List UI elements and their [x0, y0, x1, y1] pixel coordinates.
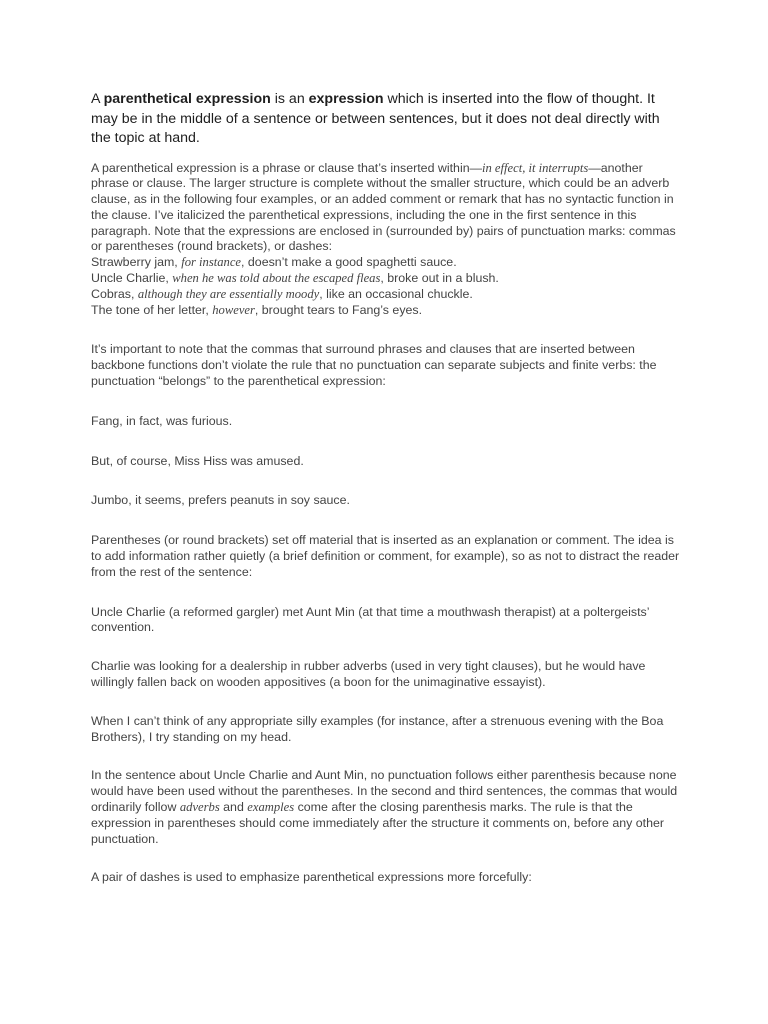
- example-sentence: But, of course, Miss Hiss was amused.: [91, 453, 304, 468]
- italic-text: for instance: [181, 255, 242, 270]
- example-line: Cobras, although they are essentially moody, like an occasional chuckle.: [91, 286, 473, 301]
- example-paragraph: Charlie was looking for a dealership in rubber adverbs (used in very tight clauses), but he would have willingly fallen back on wooden appositives (a boon for the unimaginative essayist).: [91, 659, 646, 690]
- example-sentence: Fang, in fact, was furious.: [91, 413, 233, 428]
- example-sentence: Jumbo, it seems, prefers peanuts in soy sauce.: [91, 493, 350, 508]
- example-line: The tone of her letter, however, brought tears to Fang’s eyes.: [91, 302, 423, 317]
- paragraph-definition: [91, 161, 681, 319]
- paragraph-parentheses: Parentheses (or round brackets) set off material that is inserted as an explanation or comment. The idea is to add information rather quietly (a brief definition or comment, for example), so as not to distract the reader from the rest of the sentence:: [91, 533, 680, 579]
- text-run: A parenthetical expression is a phrase or clause that’s inserted within—: [91, 160, 482, 175]
- paragraph-commas-rule: It’s important to note that the commas that surround phrases and clauses that are inserted between backbone functions don’t violate the rule that no punctuation can separate subjects and finite verbs: the punctuation “belongs” to the parenthetical expression:: [91, 342, 657, 389]
- italic-text: however: [212, 302, 255, 317]
- intro-text: is an: [270, 91, 309, 107]
- italic-text: examples: [247, 800, 295, 815]
- example-line: Uncle Charlie, when he was told about the escaped fleas, broke out in a blush.: [91, 271, 499, 286]
- text-run: —another phrase or clause. The larger structure is complete without the smaller structure, which could be an adverb clause, as in the following four examples, or an added comment or remark that has no syntactic function in the clause. I’ve italicized the parenthetical expressions, including the one in the first sentence in this paragraph. Note that the expressions are enclosed in (surrounded by) pairs of punctuation marks: commas or parentheses (round brackets), or dashes:: [91, 160, 676, 254]
- paragraph-dashes: A pair of dashes is used to emphasize parenthetical expressions more forcefully:: [91, 870, 532, 885]
- intro-text: A: [91, 91, 104, 107]
- italic-text: adverbs: [179, 800, 220, 815]
- intro-text: which is inserted into the flow of thought. It may be in the middle of a sentence or between sentences, but it does not deal directly with the topic at hand.: [91, 91, 660, 146]
- intro-bold-term: parenthetical expression: [103, 91, 271, 107]
- italic-text: although they are essentially moody: [137, 286, 320, 301]
- italic-text: when he was told about the escaped fleas: [172, 271, 381, 286]
- example-paragraph: When I can’t think of any appropriate silly examples (for instance, after a strenuous evening with the Boa Brothers), I try standing on my head.: [91, 713, 664, 744]
- document-page: [91, 90, 681, 886]
- example-line: Strawberry jam, for instance, doesn’t make a good spaghetti sauce.: [91, 255, 457, 270]
- italic-text: in effect, it interrupts: [481, 160, 589, 175]
- paragraph-parentheses-rule: In the sentence about Uncle Charlie and Aunt Min, no punctuation follows either parenthesis because none would have been used without the parentheses. In the second and third sentences, the commas that would ordinarily follow adverbs and examples come after the closing parenthesis marks. The rule is that the expression in parentheses should come immediately after the structure it comments on, before any other punctuation.: [91, 768, 678, 846]
- intro-bold-term: expression: [308, 91, 384, 107]
- example-paragraph: Uncle Charlie (a reformed gargler) met Aunt Min (at that time a mouthwash therapist) at a poltergeists’ convention.: [91, 604, 650, 635]
- intro-paragraph: [91, 90, 681, 149]
